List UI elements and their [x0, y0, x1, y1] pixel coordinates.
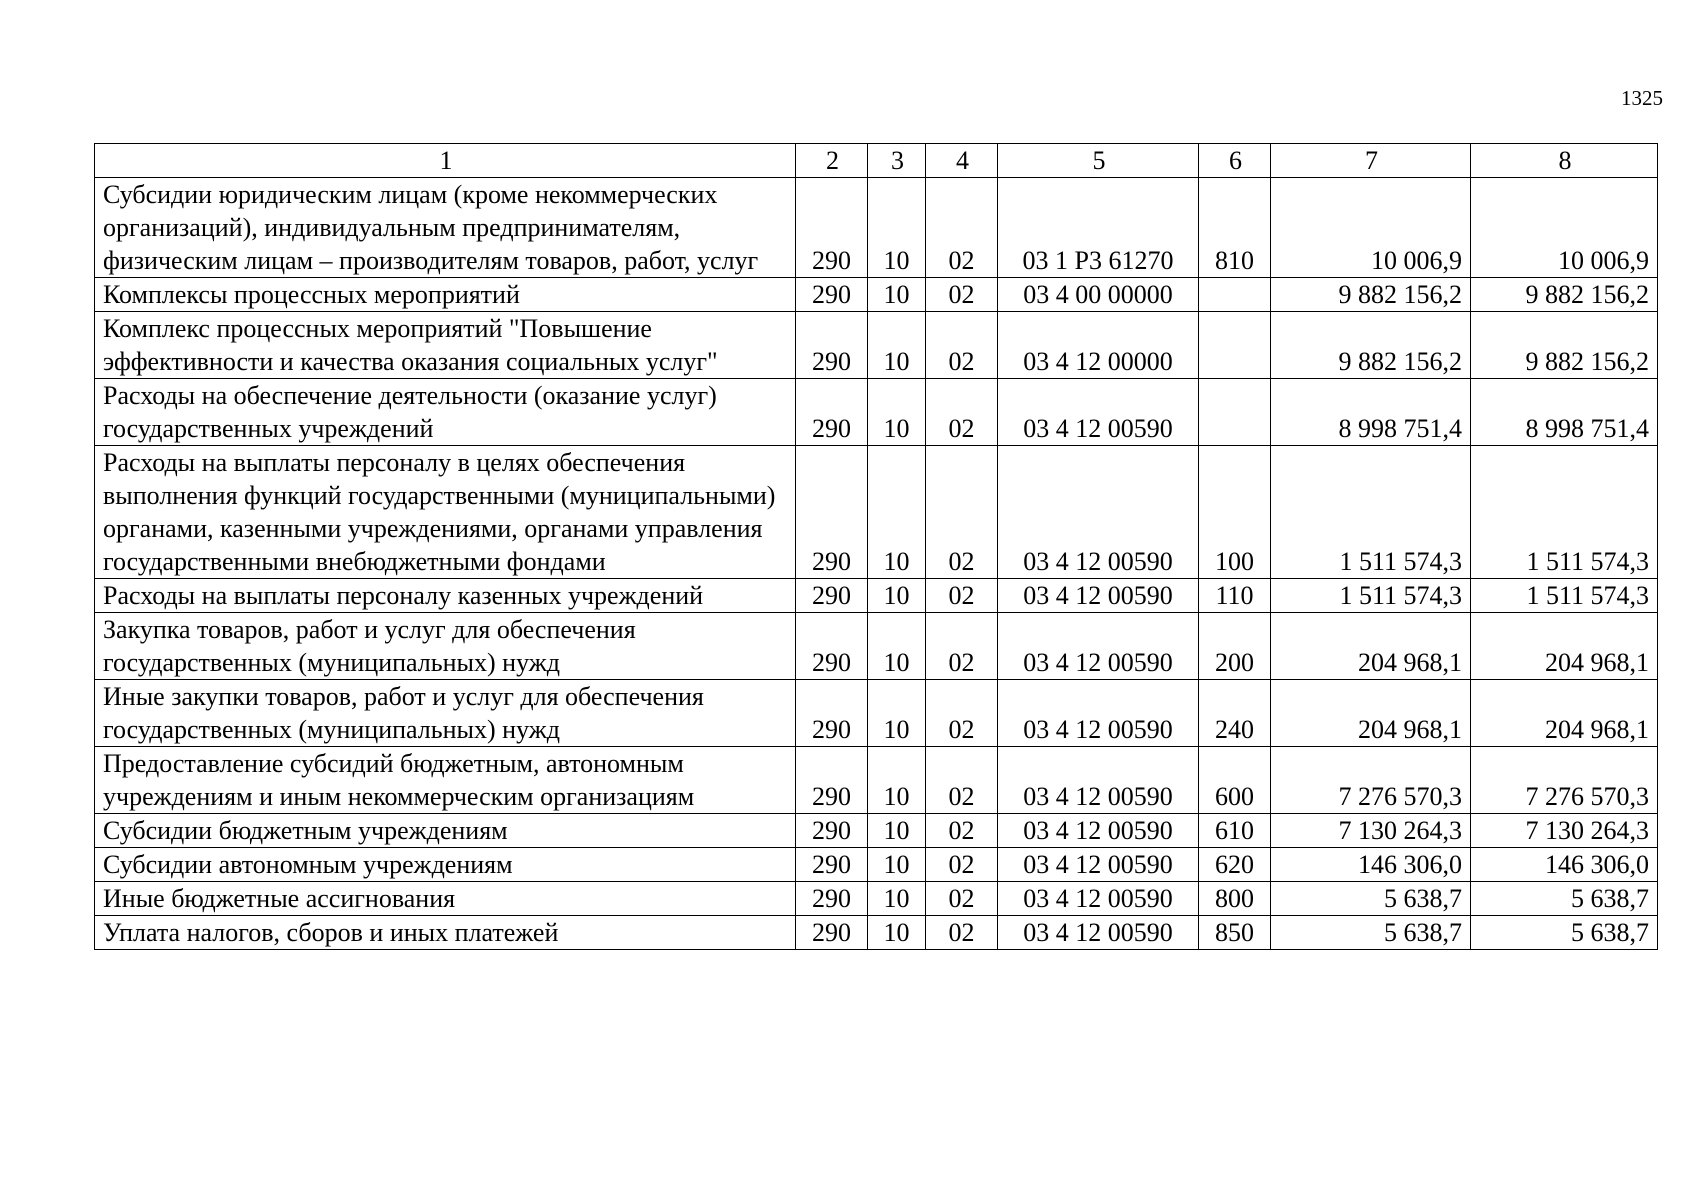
section-code-cell: 10: [868, 848, 926, 882]
table-row: [95, 814, 1658, 848]
amount-cell: 10 006,9: [1471, 178, 1658, 278]
expense-type-cell: 200: [1199, 613, 1271, 680]
subsection-code-cell: 02: [926, 178, 998, 278]
amount-cell: 146 306,0: [1471, 848, 1658, 882]
amount-cell: 204 968,1: [1271, 680, 1471, 747]
amount-cell: 7 276 570,3: [1471, 747, 1658, 814]
amount-cell: 5 638,7: [1471, 916, 1658, 950]
expense-type-cell: 850: [1199, 916, 1271, 950]
target-article-cell: 03 4 12 00590: [998, 446, 1199, 579]
target-article-cell: 03 4 12 00590: [998, 882, 1199, 916]
subsection-code-cell: 02: [926, 680, 998, 747]
expense-name-cell: Иные закупки товаров, работ и услуг для обеспечения государственных (муниципальных) нужд: [95, 680, 796, 747]
table-row: [95, 613, 1658, 680]
expense-type-cell: 100: [1199, 446, 1271, 579]
expense-type-cell: [1199, 312, 1271, 379]
amount-cell: 8 998 751,4: [1271, 379, 1471, 446]
expense-type-cell: 240: [1199, 680, 1271, 747]
header-cell: 3: [868, 144, 926, 178]
ministry-code-cell: 290: [796, 848, 868, 882]
header-cell: 4: [926, 144, 998, 178]
expense-name-cell: Субсидии бюджетным учреждениям: [95, 814, 796, 848]
table-row: [95, 446, 1658, 579]
subsection-code-cell: 02: [926, 882, 998, 916]
subsection-code-cell: 02: [926, 747, 998, 814]
table-row: [95, 579, 1658, 613]
amount-cell: 8 998 751,4: [1471, 379, 1658, 446]
section-code-cell: 10: [868, 579, 926, 613]
expense-name-cell: Субсидии юридическим лицам (кроме некоммерческих организаций), индивидуальным предпринимателям, физическим лицам – производителям товаров, работ, услуг: [95, 178, 796, 278]
budget-table: [94, 143, 1658, 950]
expense-type-cell: 800: [1199, 882, 1271, 916]
amount-cell: 9 882 156,2: [1271, 312, 1471, 379]
amount-cell: 9 882 156,2: [1471, 278, 1658, 312]
expense-name-cell: Расходы на выплаты персоналу в целях обеспечения выполнения функций государственными (муниципальными) органами, казенными учреждениями, органами управления государственными внебюджетными фондами: [95, 446, 796, 579]
expense-type-cell: [1199, 278, 1271, 312]
amount-cell: 204 968,1: [1471, 613, 1658, 680]
target-article-cell: 03 4 12 00590: [998, 916, 1199, 950]
subsection-code-cell: 02: [926, 446, 998, 579]
table-row: [95, 379, 1658, 446]
amount-cell: 5 638,7: [1471, 882, 1658, 916]
page-number: 1325: [1621, 86, 1663, 110]
table-row: [95, 882, 1658, 916]
expense-name-cell: Уплата налогов, сборов и иных платежей: [95, 916, 796, 950]
header-cell: 5: [998, 144, 1199, 178]
expense-name-cell: Комплекс процессных мероприятий "Повышение эффективности и качества оказания социальных услуг": [95, 312, 796, 379]
ministry-code-cell: 290: [796, 747, 868, 814]
section-code-cell: 10: [868, 613, 926, 680]
section-code-cell: 10: [868, 747, 926, 814]
header-cell: 6: [1199, 144, 1271, 178]
subsection-code-cell: 02: [926, 814, 998, 848]
expense-type-cell: [1199, 379, 1271, 446]
amount-cell: 146 306,0: [1271, 848, 1471, 882]
amount-cell: 9 882 156,2: [1471, 312, 1658, 379]
header-cell: 2: [796, 144, 868, 178]
table-row: [95, 747, 1658, 814]
table-header: [95, 144, 1658, 178]
expense-name-cell: Закупка товаров, работ и услуг для обеспечения государственных (муниципальных) нужд: [95, 613, 796, 680]
header-cell: 1: [95, 144, 796, 178]
expense-type-cell: 620: [1199, 848, 1271, 882]
table-row: [95, 916, 1658, 950]
amount-cell: 204 968,1: [1471, 680, 1658, 747]
section-code-cell: 10: [868, 680, 926, 747]
subsection-code-cell: 02: [926, 613, 998, 680]
section-code-cell: 10: [868, 882, 926, 916]
target-article-cell: 03 4 12 00000: [998, 312, 1199, 379]
target-article-cell: 03 4 12 00590: [998, 848, 1199, 882]
section-code-cell: 10: [868, 178, 926, 278]
target-article-cell: 03 4 12 00590: [998, 613, 1199, 680]
subsection-code-cell: 02: [926, 848, 998, 882]
subsection-code-cell: 02: [926, 579, 998, 613]
target-article-cell: 03 4 00 00000: [998, 278, 1199, 312]
ministry-code-cell: 290: [796, 882, 868, 916]
expense-type-cell: 600: [1199, 747, 1271, 814]
table-row: [95, 312, 1658, 379]
header-cell: 7: [1271, 144, 1471, 178]
expense-name-cell: Иные бюджетные ассигнования: [95, 882, 796, 916]
table-body: [95, 178, 1658, 950]
expense-type-cell: 610: [1199, 814, 1271, 848]
ministry-code-cell: 290: [796, 312, 868, 379]
expense-name-cell: Предоставление субсидий бюджетным, автономным учреждениям и иным некоммерческим организациям: [95, 747, 796, 814]
target-article-cell: 03 4 12 00590: [998, 680, 1199, 747]
expense-name-cell: Расходы на выплаты персоналу казенных учреждений: [95, 579, 796, 613]
amount-cell: 1 511 574,3: [1471, 446, 1658, 579]
ministry-code-cell: 290: [796, 613, 868, 680]
header-row: [95, 144, 1658, 178]
table-row: [95, 178, 1658, 278]
expense-name-cell: Расходы на обеспечение деятельности (оказание услуг) государственных учреждений: [95, 379, 796, 446]
expense-type-cell: 110: [1199, 579, 1271, 613]
amount-cell: 1 511 574,3: [1271, 446, 1471, 579]
section-code-cell: 10: [868, 379, 926, 446]
ministry-code-cell: 290: [796, 446, 868, 579]
expense-name-cell: Субсидии автономным учреждениям: [95, 848, 796, 882]
ministry-code-cell: 290: [796, 579, 868, 613]
ministry-code-cell: 290: [796, 278, 868, 312]
target-article-cell: 03 4 12 00590: [998, 747, 1199, 814]
amount-cell: 5 638,7: [1271, 916, 1471, 950]
expense-type-cell: 810: [1199, 178, 1271, 278]
amount-cell: 5 638,7: [1271, 882, 1471, 916]
table-row: [95, 848, 1658, 882]
subsection-code-cell: 02: [926, 379, 998, 446]
expense-name-cell: Комплексы процессных мероприятий: [95, 278, 796, 312]
table-row: [95, 680, 1658, 747]
ministry-code-cell: 290: [796, 916, 868, 950]
amount-cell: 7 130 264,3: [1471, 814, 1658, 848]
amount-cell: 7 276 570,3: [1271, 747, 1471, 814]
target-article-cell: 03 4 12 00590: [998, 814, 1199, 848]
amount-cell: 1 511 574,3: [1471, 579, 1658, 613]
target-article-cell: 03 1 Р3 61270: [998, 178, 1199, 278]
amount-cell: 204 968,1: [1271, 613, 1471, 680]
amount-cell: 10 006,9: [1271, 178, 1471, 278]
section-code-cell: 10: [868, 916, 926, 950]
ministry-code-cell: 290: [796, 379, 868, 446]
target-article-cell: 03 4 12 00590: [998, 379, 1199, 446]
amount-cell: 9 882 156,2: [1271, 278, 1471, 312]
subsection-code-cell: 02: [926, 312, 998, 379]
header-cell: 8: [1471, 144, 1658, 178]
section-code-cell: 10: [868, 814, 926, 848]
target-article-cell: 03 4 12 00590: [998, 579, 1199, 613]
ministry-code-cell: 290: [796, 814, 868, 848]
amount-cell: 1 511 574,3: [1271, 579, 1471, 613]
section-code-cell: 10: [868, 312, 926, 379]
section-code-cell: 10: [868, 278, 926, 312]
section-code-cell: 10: [868, 446, 926, 579]
subsection-code-cell: 02: [926, 278, 998, 312]
ministry-code-cell: 290: [796, 680, 868, 747]
subsection-code-cell: 02: [926, 916, 998, 950]
amount-cell: 7 130 264,3: [1271, 814, 1471, 848]
ministry-code-cell: 290: [796, 178, 868, 278]
table-row: [95, 278, 1658, 312]
